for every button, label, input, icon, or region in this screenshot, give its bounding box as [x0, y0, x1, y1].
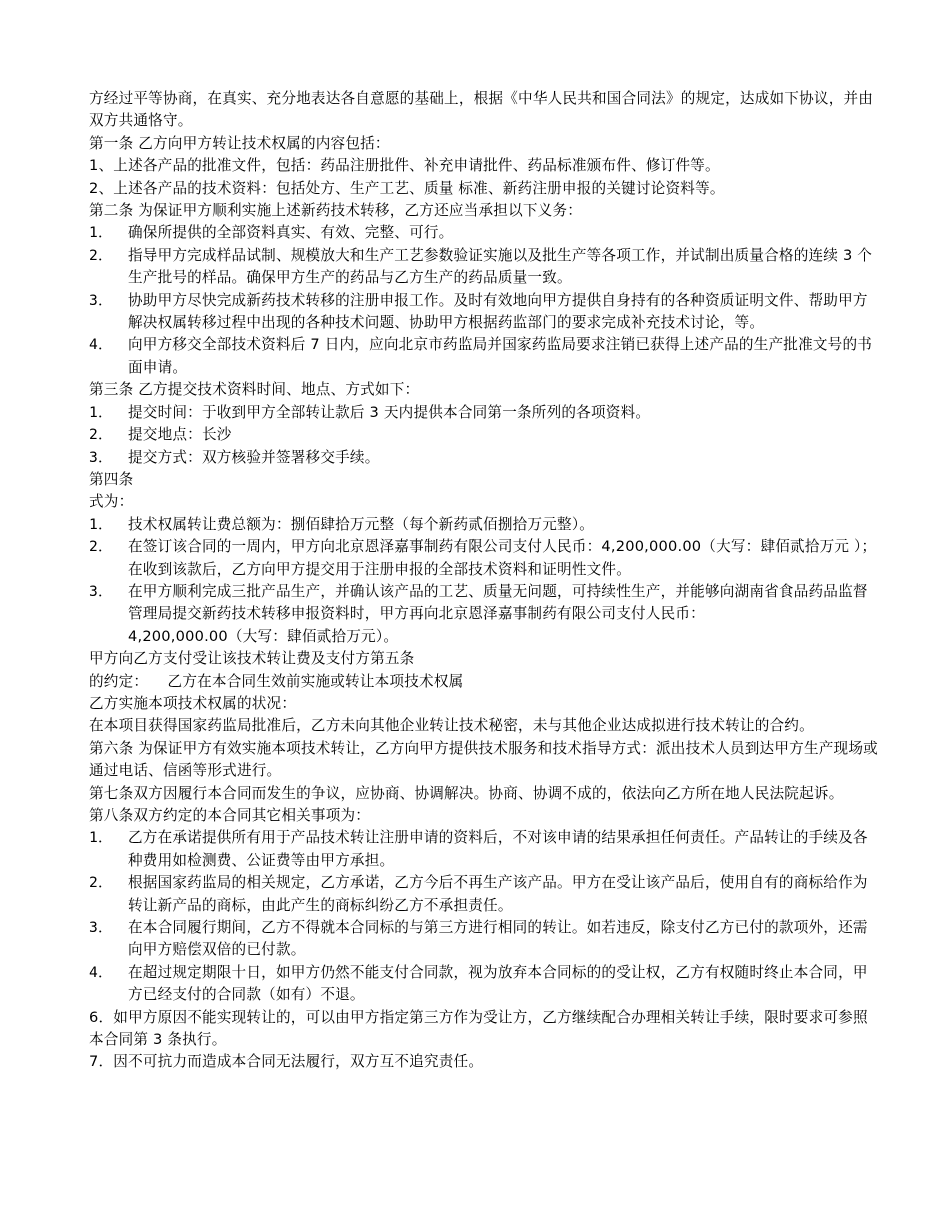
- article-6: 第六条 为保证甲方有效实施本项技术转让，乙方向甲方提供技术服务和技术指导方式：派出技术人员到达甲方生产现场或通过电话、信函等形式进行。: [89, 739, 878, 780]
- item-number: 3．: [89, 291, 113, 309]
- contract-page: [89, 88, 879, 1074]
- item-text: 向甲方移交全部技术资料后 7 日内，应向北京市药监局并国家药监局要求注销已获得上述产品的生产批准文号的书面申请。: [128, 336, 873, 376]
- item-text: 在本合同履行期间，乙方不得就本合同标的与第三方进行相同的转让。如若违反，除支付乙方已付的款项外，还需向甲方赔偿双倍的已付款。: [128, 919, 868, 959]
- item-text: 在超过规定期限十日，如甲方仍然不能支付合同款，视为放弃本合同标的的受让权，乙方有权随时终止本合同，甲方已经支付的合同款（如有）不退。: [128, 963, 868, 1004]
- item-number: 4．: [89, 336, 113, 354]
- article-4-item-continuation: 4,200,000.00（大写：肆佰贰拾万元）。: [128, 627, 399, 645]
- article-1-heading: 第一条 乙方向甲方转让技术权属的内容包括：: [89, 134, 390, 152]
- article-2-item: [89, 290, 879, 335]
- article-2-item: [89, 222, 879, 244]
- article-4-item: [89, 581, 879, 626]
- article-5-line: 在本项目获得国家药监局批准后，乙方未向其他企业转让技术秘密，未与其他企业达成拟进行技术转让的合约。: [89, 717, 814, 735]
- item-text: 指导甲方完成样品试制、规模放大和生产工艺参数验证实施以及批生产等各项工作，并试制出质量合格的连续 3 个生产批号的样品。确保甲方生产的药品与乙方生产的药品质量一致。: [128, 246, 873, 287]
- item-number: 1．: [89, 515, 113, 533]
- item-text: 在甲方顺利完成三批产品生产，并确认该产品的工艺、质量无问题，可持续性生产，并能够向湖南省食品药品监督管理局提交新药技术转移申报资料时，甲方再向北京恩泽嘉事制药有限公司支付人民币：: [128, 582, 868, 623]
- item-number: 3．: [89, 582, 113, 600]
- item-number: 1．: [89, 224, 113, 242]
- article-8-item-6: 6．如甲方原因不能实现转让的，可以由甲方指定第三方作为受让方，乙方继续配合办理相关转让手续，限时要求可参照本合同第 3 条执行。: [89, 1008, 868, 1049]
- article-4-item: [89, 514, 879, 536]
- item-number: 3．: [89, 919, 113, 937]
- article-3-item: [89, 424, 879, 446]
- item-number: 2．: [89, 246, 113, 264]
- item-text: 技术权属转让费总额为：捌佰肆拾万元整（每个新药贰佰捌拾万元整）。: [128, 515, 595, 533]
- article-8-heading: 第八条双方约定的本合同其它相关事项为：: [89, 807, 371, 824]
- article-5-line: 的约定： 乙方在本合同生效前实施或转让本项技术权属: [89, 672, 464, 690]
- item-text: 提交地点：长沙: [128, 426, 232, 444]
- item-number: 3．: [89, 448, 113, 466]
- item-number: 2．: [89, 426, 113, 444]
- article-3-item: [89, 402, 879, 424]
- article-8-item: [89, 827, 879, 872]
- article-5-line: 乙方实施本项技术权属的状况：: [89, 694, 297, 712]
- item-text: 根据国家药监局的相关规定，乙方承诺，乙方今后不再生产该产品。甲方在受让该产品后，使用自有的商标给作为转让新产品的商标，由此产生的商标纠纷乙方不承担责任。: [128, 874, 868, 914]
- item-text: 乙方在承诺提供所有用于产品技术转让注册申请的资料后，不对该申请的结果承担任何责任。产品转让的手续及各种费用如检测费、公证费等由甲方承担。: [128, 829, 868, 869]
- article-2-heading: 第二条 为保证甲方顺利实施上述新药技术转移，乙方还应当承担以下义务：: [89, 202, 583, 220]
- article-4-heading: 第四条: [89, 470, 134, 488]
- item-number: 4．: [89, 963, 113, 981]
- article-7: 第七条双方因履行本合同而发生的争议，应协商、协调解决。协商、协调不成的，依法向乙方所在地人民法院起诉。: [89, 784, 844, 802]
- item-text: 确保所提供的全部资料真实、有效、完整、可行。: [128, 224, 454, 242]
- article-1-item: 2、上述各产品的技术资料：包括处方、生产工艺、质量 标准、新药注册申报的关键讨论资料等。: [89, 179, 725, 197]
- article-2-item: [89, 245, 879, 290]
- item-text: 在签订该合同的一周内，甲方向北京恩泽嘉事制药有限公司支付人民币：4,200,000.00（大写：肆佰贰拾万元 ）；在收到该款后，乙方向甲方提交用于注册申报的全部技术资料和证明性文件。: [128, 538, 877, 578]
- item-text: 协助甲方尽快完成新药技术转移的注册申报工作。及时有效地向甲方提供自身持有的各种资质证明文件、帮助甲方解决权属转移过程中出现的各种技术问题、协助甲方根据药监部门的要求完成补充技术讨论，等。: [128, 291, 868, 332]
- article-4-subheading: 式为：: [89, 493, 134, 511]
- article-5-line: 甲方向乙方支付受让该技术转让费及支付方第五条: [89, 650, 415, 668]
- article-8-item: [89, 917, 879, 962]
- article-2-item: [89, 334, 879, 379]
- item-number: 2．: [89, 538, 113, 556]
- intro-paragraph: 方经过平等协商，在真实、充分地表达各自意愿的基础上，根据《中华人民共和国合同法》的规定，达成如下协议，并由双方共通恪守。: [89, 90, 874, 130]
- article-8-item: [89, 962, 879, 1007]
- article-8-item-7: 7．因不可抗力而造成本合同无法履行，双方互不追究责任。: [89, 1053, 484, 1071]
- article-3-item: [89, 447, 879, 469]
- item-number: 1．: [89, 403, 113, 421]
- article-3-heading: 第三条 乙方提交技术资料时间、地点、方式如下：: [89, 381, 420, 399]
- article-4-item: [89, 536, 879, 581]
- article-8-item: [89, 872, 879, 917]
- item-text: 提交方式：双方核验并签署移交手续。: [128, 448, 380, 466]
- item-number: 2．: [89, 874, 113, 892]
- item-number: 1．: [89, 829, 113, 847]
- item-text: 提交时间：于收到甲方全部转让款后 3 天内提供本合同第一条所列的各项资料。: [128, 403, 651, 421]
- article-1-item: 1、上述各产品的批准文件，包括：药品注册批件、补充申请批件、药品标准颁布件、修订件等。: [89, 157, 720, 175]
